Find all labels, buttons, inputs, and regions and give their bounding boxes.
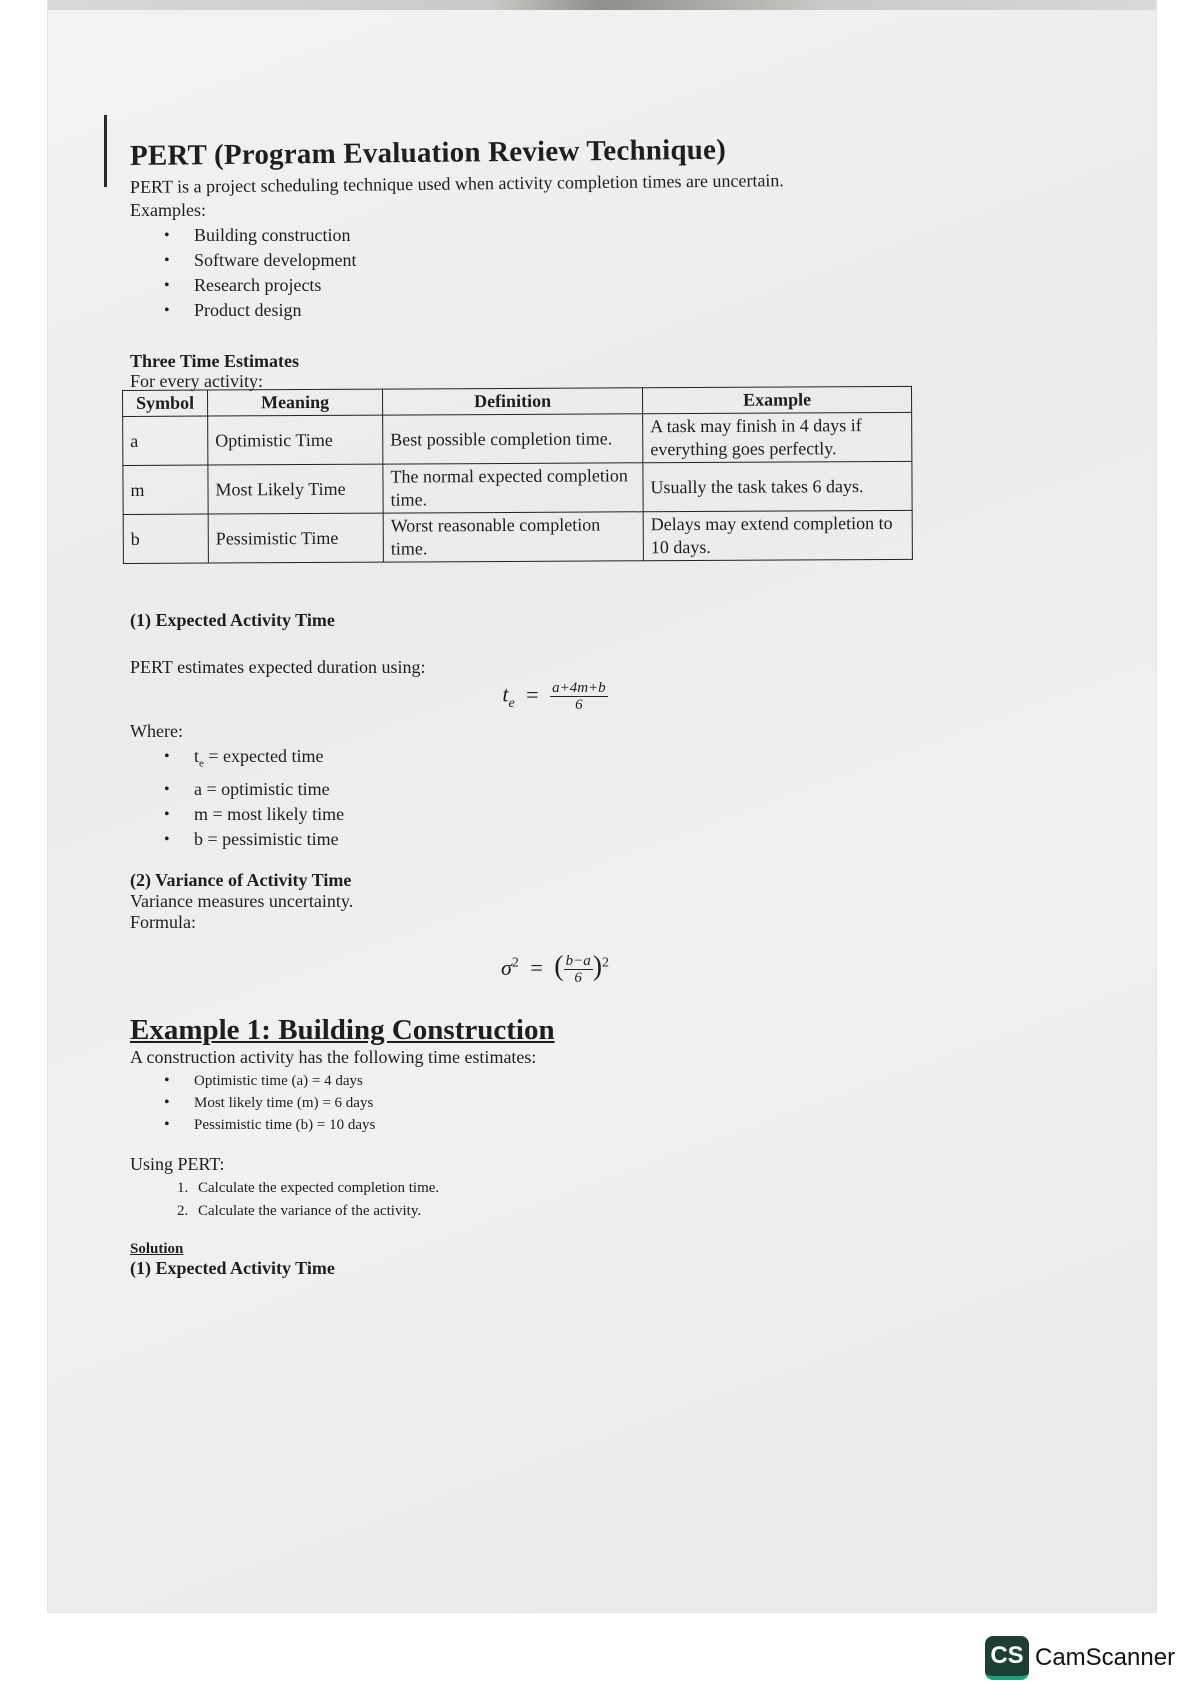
steps-list: [130, 1177, 950, 1223]
list-item: [194, 744, 950, 777]
scan-top-edge: [48, 0, 1156, 10]
symbol-desc: = pessimistic time: [203, 828, 339, 849]
formula-lhs: t: [502, 681, 509, 707]
symbol-desc: = optimistic time: [202, 778, 330, 799]
list-item: 1. Calculate the expected completion time.: [192, 1177, 950, 1200]
symbol-desc: = most likely time: [208, 803, 345, 824]
examples-label: Examples:: [130, 200, 206, 220]
camscanner-watermark: [985, 1636, 1175, 1680]
table-cell: Usually the task takes 6 days.: [643, 461, 912, 511]
examples-list: [130, 223, 950, 323]
list-item: • Research projects: [194, 273, 950, 298]
table-row: [123, 412, 912, 465]
where-label: Where:: [130, 721, 183, 741]
list-item: • Most likely time (m) = 6 days: [194, 1092, 950, 1114]
table-cell: m: [123, 465, 208, 514]
table-cell: Best possible completion time.: [383, 414, 643, 464]
solution-heading: (1) Expected Activity Time: [130, 1258, 335, 1279]
formula-numerator: a+4m+b: [552, 680, 606, 696]
expected-time-formula: [130, 680, 950, 713]
symbol: b: [194, 828, 203, 849]
margin-mark: [104, 115, 107, 187]
example-title: Example 1: Building Construction: [130, 1014, 555, 1047]
table-row: [123, 461, 912, 514]
table-row: [123, 510, 912, 563]
left-paren: (: [554, 950, 564, 982]
estimates-table: [122, 386, 913, 564]
page-title: PERT (Program Evaluation Review Technique): [129, 133, 727, 172]
table-cell: A task may finish in 4 days if everything goes perfectly.: [643, 412, 912, 462]
formula-label: Formula:: [130, 911, 196, 932]
using-label: Using PERT:: [130, 1154, 225, 1175]
table-cell: Most Likely Time: [208, 464, 383, 514]
section-2-heading: (2) Variance of Activity Time: [130, 869, 352, 890]
table-cell: Delays may extend completion to 10 days.: [643, 510, 912, 560]
section-1-text: PERT estimates expected duration using:: [130, 657, 426, 677]
symbol: t: [194, 746, 200, 766]
formula-fraction: [550, 680, 608, 713]
symbol: a: [194, 778, 202, 799]
formula-numerator: b−a: [565, 953, 591, 970]
table-cell: Worst reasonable completion time.: [383, 512, 643, 562]
section-1-heading: (1) Expected Activity Time: [130, 610, 335, 630]
list-item: [194, 827, 950, 852]
table-cell: Optimistic Time: [208, 415, 383, 465]
formula-lhs: σ: [500, 954, 512, 980]
list-item: • Product design: [194, 298, 950, 323]
table-cell: Pessimistic Time: [208, 513, 383, 563]
where-list: [130, 744, 950, 852]
document-content: [129, 133, 950, 1279]
table-header-row: [123, 386, 912, 416]
list-item: • Pessimistic time (b) = 10 days: [194, 1114, 950, 1136]
list-item: 2. Calculate the variance of the activity.: [192, 1200, 950, 1223]
formula-lhs-sup: 2: [511, 955, 519, 971]
intro-text: PERT is a project scheduling technique used when activity completion times are uncertain.: [129, 170, 784, 197]
camscanner-name: CamScanner: [1035, 1644, 1176, 1671]
symbol-desc: = expected time: [203, 746, 324, 766]
table-header: Definition: [382, 388, 642, 415]
list-item: [194, 802, 950, 827]
camscanner-logo-icon: CS: [985, 1636, 1029, 1680]
list-item: • Software development: [194, 248, 950, 273]
example-intro: A construction activity has the following time estimates:: [130, 1047, 537, 1068]
variance-formula: [130, 951, 950, 986]
estimates-heading: Three Time Estimates: [130, 351, 299, 371]
symbol-sub: e: [199, 757, 204, 770]
table-cell: The normal expected completion time.: [383, 463, 643, 513]
formula-fraction: [564, 953, 593, 986]
symbol: m: [194, 803, 209, 824]
example-estimates-list: [130, 1070, 950, 1136]
table-header: Example: [642, 386, 911, 413]
right-paren: ): [592, 950, 603, 982]
formula-equals: =: [530, 954, 543, 980]
table-cell: b: [123, 514, 208, 563]
list-item: • Building construction: [194, 223, 950, 248]
solution-label: Solution: [130, 1241, 184, 1258]
estimates-subtitle: For every activity:: [130, 371, 263, 391]
formula-lhs-sub: e: [508, 695, 515, 711]
table-header: Meaning: [208, 389, 383, 416]
section-2-text: Variance measures uncertainty.: [130, 890, 354, 911]
table-cell: a: [123, 416, 208, 465]
formula-equals: =: [526, 681, 539, 707]
table-header: Symbol: [123, 390, 208, 416]
list-item: • Optimistic time (a) = 4 days: [194, 1070, 950, 1092]
list-item: [194, 777, 950, 802]
formula-denominator: 6: [574, 970, 582, 987]
formula-outer-sup: 2: [602, 955, 610, 971]
formula-denominator: 6: [575, 697, 583, 713]
